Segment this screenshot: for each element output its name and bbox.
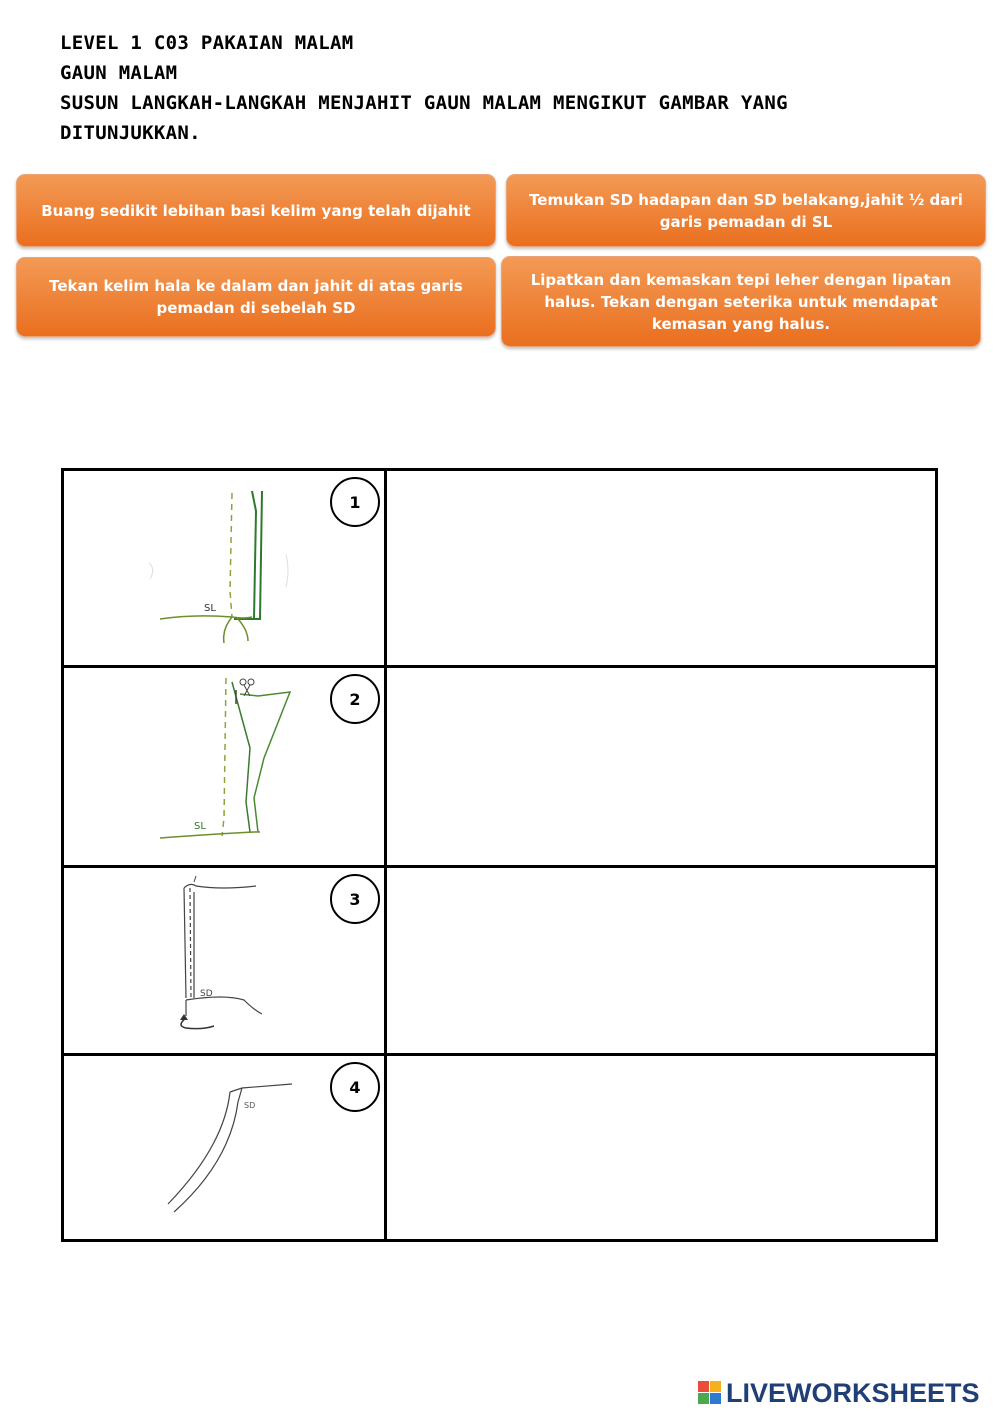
worksheet-title: LEVEL 1 C03 PAKAIAN MALAM xyxy=(60,32,354,54)
draggable-answer-card[interactable]: Buang sedikit lebihan basi kelim yang telah dijahit xyxy=(16,174,496,247)
step-number-badge: 4 xyxy=(330,1062,380,1112)
table-row xyxy=(64,1053,935,1239)
step-image-cell xyxy=(64,1056,387,1239)
instruction-line-2: DITUNJUKKAN. xyxy=(60,122,201,144)
step-image-cell xyxy=(64,471,387,665)
step-image-cell xyxy=(64,668,387,865)
brand-name: LIVEWORKSHEETS xyxy=(726,1378,980,1408)
svg-text:SD: SD xyxy=(244,1101,256,1110)
step-number-badge: 1 xyxy=(330,477,380,527)
instruction-line-1: SUSUN LANGKAH-LANGKAH MENJAHIT GAUN MALAM MENGIKUT GAMBAR YANG xyxy=(60,92,788,114)
liveworksheets-logo xyxy=(698,1378,980,1408)
logo-square xyxy=(698,1393,709,1404)
step-image-cell xyxy=(64,868,387,1053)
answer-drop-zone[interactable] xyxy=(387,868,935,1053)
svg-text:SD: SD xyxy=(200,989,213,999)
worksheet-subtitle: GAUN MALAM xyxy=(60,62,178,84)
table-row xyxy=(64,865,935,1053)
table-row xyxy=(64,665,935,865)
draggable-answer-card[interactable]: Lipatkan dan kemaskan tepi leher dengan lipatan halus. Tekan dengan seterika untuk mendapat kemasan yang halus. xyxy=(501,256,981,347)
draggable-answer-card[interactable]: Tekan kelim hala ke dalam dan jahit di atas garis pemadan di sebelah SD xyxy=(16,257,496,337)
worksheet-header xyxy=(60,28,940,148)
logo-square xyxy=(710,1393,721,1404)
logo-square xyxy=(710,1381,721,1392)
answer-drop-zone[interactable] xyxy=(387,471,935,665)
draggable-answer-card[interactable]: Temukan SD hadapan dan SD belakang,jahit ½ dari garis pemadan di SL xyxy=(506,174,986,247)
svg-text:SL: SL xyxy=(204,603,216,614)
answer-drop-zone[interactable] xyxy=(387,668,935,865)
step-number-badge: 2 xyxy=(330,674,380,724)
liveworksheets-logo-icon xyxy=(698,1381,722,1405)
logo-square xyxy=(698,1381,709,1392)
step-number-badge: 3 xyxy=(330,874,380,924)
answer-drop-zone[interactable] xyxy=(387,1056,935,1239)
svg-text:SL: SL xyxy=(194,821,206,832)
answer-table xyxy=(61,468,938,1242)
table-row xyxy=(64,471,935,665)
